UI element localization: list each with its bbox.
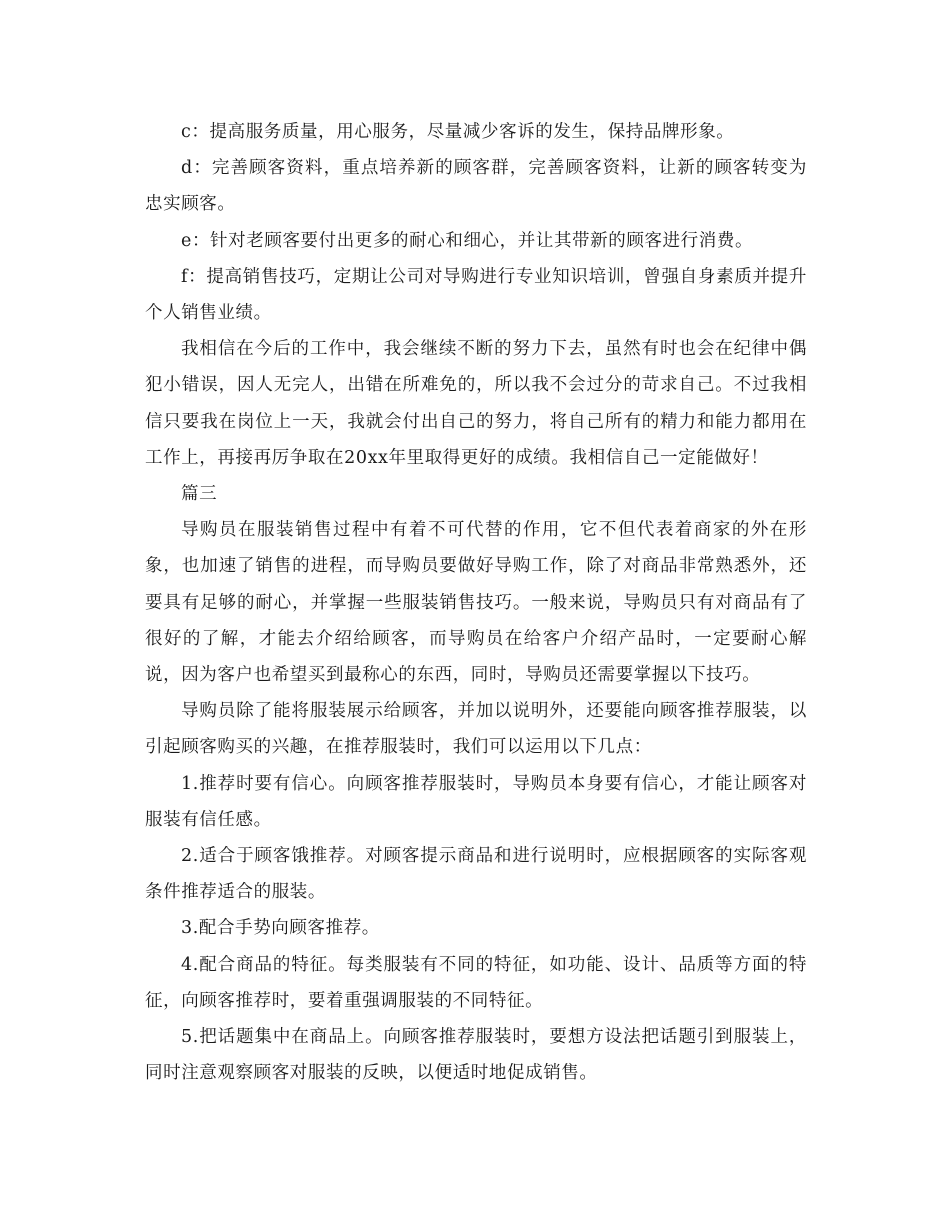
paragraph-d: d：完善顾客资料，重点培养新的顾客群，完善顾客资料，让新的顾客转变为忠实顾客。 — [145, 158, 807, 215]
paragraph-e: e：针对老顾客要付出更多的耐心和细心，并让其带新的顾客进行消费。 — [181, 230, 754, 251]
list-item-2: 2.适合于顾客饿推荐。对顾客提示商品和进行说明时，应根据顾客的实际客观条件推荐适合的服装。 — [145, 846, 807, 903]
document-body — [145, 114, 807, 1091]
section-heading-part-three: 篇三 — [181, 484, 218, 505]
list-item-4: 4.配合商品的特征。每类服装有不同的特征，如功能、设计、品质等方面的特征，向顾客推荐时，要着重强调服装的不同特征。 — [145, 954, 807, 1011]
paragraph-f: f：提高销售技巧，定期让公司对导购进行专业知识培训，曾强自身素质并提升个人销售业绩。 — [145, 266, 807, 324]
list-item-5: 5.把话题集中在商品上。向顾客推荐服装时，要想方设法把话题引到服装上，同时注意观察顾客对服装的反映，以便适时地促成销售。 — [145, 1027, 807, 1084]
paragraph-conclusion: 我相信在今后的工作中，我会继续不断的努力下去，虽然有时也会在纪律中偶犯小错误，因人无完人，出错在所难免的，所以我不会过分的苛求自己。不过我相信只要我在岗位上一天，我就会付出自己的努力，将自己所有的精力和能力都用在工作上，再接再厉争取在20xx年里取得更好的成绩。我相信自己一定能做好！ — [145, 339, 807, 468]
paragraph-c: c：提高服务质量，用心服务，尽量减少客诉的发生，保持品牌形象。 — [181, 122, 735, 142]
list-item-1: 1.推荐时要有信心。向顾客推荐服装时，导购员本身要有信心，才能让顾客对服装有信任感。 — [145, 773, 807, 830]
list-item-3: 3.配合手势向顾客推荐。 — [181, 918, 380, 939]
paragraph-recommend-intro: 导购员除了能将服装展示给顾客，并加以说明外，还要能向顾客推荐服装，以引起顾客购买的兴趣，在推荐服装时，我们可以运用以下几点： — [145, 701, 807, 758]
paragraph-intro: 导购员在服装销售过程中有着不可代替的作用，它不但代表着商家的外在形象，也加速了销售的进程，而导购员要做好导购工作，除了对商品非常熟悉外，还要具有足够的耐心，并掌握一些服装销售技巧。一般来说，导购员只有对商品有了很好的了解，才能去介绍给顾客，而导购员在给客户介绍产品时，一定要耐心解说，因为客户也希望买到最称心的东西，同时，导购员还需要掌握以下技巧。 — [145, 520, 807, 686]
